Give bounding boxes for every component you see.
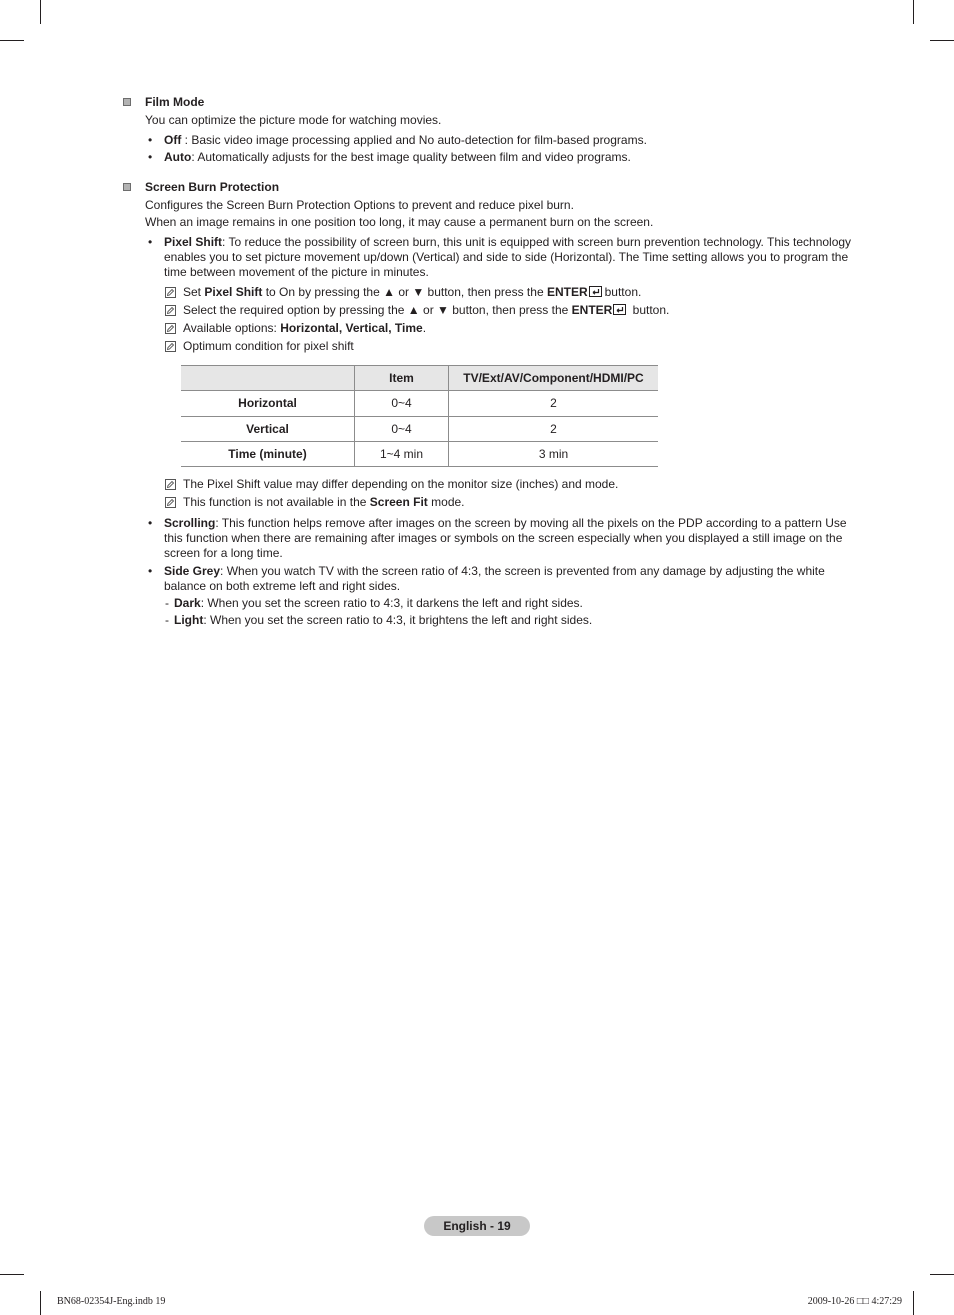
note-text: Set: [183, 285, 205, 299]
section-screen-burn: [122, 180, 856, 195]
print-slug-left: BN68-02354J-Eng.indb 19: [57, 1296, 166, 1307]
enter-icon: [613, 304, 627, 315]
bullet-icon: •: [148, 235, 153, 249]
list-item-scrolling: [122, 516, 856, 561]
note-pencil-icon: [165, 305, 176, 316]
note-term: Horizontal, Vertical, Time: [280, 321, 423, 335]
item-term: Dark: [174, 596, 201, 610]
note-pencil-icon: [165, 341, 176, 352]
item-text: : When you watch TV with the screen ratio of 4:3, the screen is prevented from any damage by adjusting the white balance on both extreme left and right sides.: [164, 564, 825, 593]
section-description: When an image remains in one position too long, it may cause a permanent burn on the screen.: [145, 215, 654, 229]
item-term: Auto: [164, 150, 192, 164]
note-text: to On by pressing the ▲ or ▼ button, then press the: [262, 285, 547, 299]
item-text: : To reduce the possibility of screen burn, this unit is equipped with screen burn prevention technology. This technology enables you to set picture movement up/down (Vertical) and side to side (Horizontal). The Time setting allows you to program the time between movement of the picture in minutes.: [164, 235, 852, 279]
table-row: [181, 442, 658, 467]
table-header-cell: Item: [355, 366, 449, 391]
note-text: Optimum condition for pixel shift: [183, 339, 354, 353]
table-cell: 2: [449, 391, 659, 417]
pixel-shift-table: [181, 365, 658, 467]
note: [122, 303, 856, 318]
note-term: Screen Fit: [369, 495, 428, 509]
section-title: Film Mode: [145, 95, 205, 109]
crop-mark: [930, 1274, 954, 1275]
table-cell: 3 min: [449, 442, 659, 467]
sub-item-dark: [122, 596, 856, 611]
note: [122, 285, 856, 300]
crop-mark: [0, 40, 24, 41]
dash-icon: -: [165, 613, 169, 627]
note-text: The Pixel Shift value may differ depending on the monitor size (inches) and mode.: [183, 477, 619, 491]
note-text: mode.: [427, 495, 465, 509]
page-number-badge: English - 19: [424, 1216, 530, 1236]
print-slug-right: 2009-10-26 □□ 4:27:29: [807, 1296, 902, 1307]
note-text: Available options:: [183, 321, 281, 335]
item-text: : When you set the screen ratio to 4:3, it brightens the left and right sides.: [203, 613, 593, 627]
table-row: [181, 417, 658, 442]
note: [122, 477, 856, 492]
table-header-cell: [181, 366, 355, 391]
item-term: Scrolling: [164, 516, 216, 530]
list-item-side-grey: [122, 564, 856, 594]
bullet-icon: •: [148, 133, 153, 147]
bullet-icon: •: [148, 150, 153, 164]
note: [122, 495, 856, 510]
sub-item-light: [122, 613, 856, 628]
table-cell: 0~4: [355, 417, 449, 442]
table-row: [181, 391, 658, 417]
bullet-icon: •: [148, 564, 153, 578]
item-text: : This function helps remove after images on the screen by moving all the pixels on the PDP according to a pattern Use this function when there are remaining after images or symbols on the screen especially when you displayed a still image on the screen for a long time.: [164, 516, 847, 560]
note-pencil-icon: [165, 287, 176, 298]
crop-mark: [913, 0, 914, 24]
note: [122, 339, 856, 354]
table-header-cell: TV/Ext/AV/Component/HDMI/PC: [449, 366, 659, 391]
table-header-row: [181, 366, 658, 391]
crop-mark: [40, 1291, 41, 1315]
table-cell: 2: [449, 417, 659, 442]
list-item: [122, 133, 856, 148]
section-film-mode: [122, 95, 856, 110]
dash-icon: -: [165, 596, 169, 610]
section-title: Screen Burn Protection: [145, 180, 280, 194]
table-cell: Time (minute): [181, 442, 355, 467]
page-content: [122, 95, 856, 628]
list-item-pixel-shift: [122, 235, 856, 280]
item-term: Off: [164, 133, 182, 147]
section-description: You can optimize the picture mode for watching movies.: [145, 113, 442, 127]
note-text: button.: [604, 285, 642, 299]
note-term: ENTER: [546, 285, 588, 299]
crop-mark: [913, 1291, 914, 1315]
item-term: Pixel Shift: [164, 235, 223, 249]
square-bullet-icon: [123, 98, 131, 106]
item-term: Side Grey: [164, 564, 221, 578]
table-cell: 1~4 min: [355, 442, 449, 467]
note-pencil-icon: [165, 479, 176, 490]
list-item: [122, 150, 856, 165]
note-text: .: [422, 321, 427, 335]
note-text: Select the required option by pressing the ▲ or ▼ button, then press the: [183, 303, 572, 317]
crop-mark: [40, 0, 41, 24]
square-bullet-icon: [123, 183, 131, 191]
crop-mark: [930, 40, 954, 41]
bullet-icon: •: [148, 516, 153, 530]
section-description: Configures the Screen Burn Protection Options to prevent and reduce pixel burn.: [145, 198, 574, 212]
item-text: : Basic video image processing applied and No auto-detection for film-based programs.: [181, 133, 647, 147]
enter-icon: [589, 286, 603, 297]
note-text: button.: [629, 303, 670, 317]
table-cell: Horizontal: [181, 391, 355, 417]
note-term: Pixel Shift: [204, 285, 263, 299]
crop-mark: [0, 1274, 24, 1275]
item-text: : Automatically adjusts for the best image quality between film and video programs.: [191, 150, 631, 164]
table-cell: 0~4: [355, 391, 449, 417]
item-text: : When you set the screen ratio to 4:3, it darkens the left and right sides.: [200, 596, 583, 610]
note-term: ENTER: [571, 303, 613, 317]
table-cell: Vertical: [181, 417, 355, 442]
item-term: Light: [174, 613, 204, 627]
note-text: This function is not available in the: [183, 495, 370, 509]
note: [122, 321, 856, 336]
note-pencil-icon: [165, 497, 176, 508]
note-pencil-icon: [165, 323, 176, 334]
